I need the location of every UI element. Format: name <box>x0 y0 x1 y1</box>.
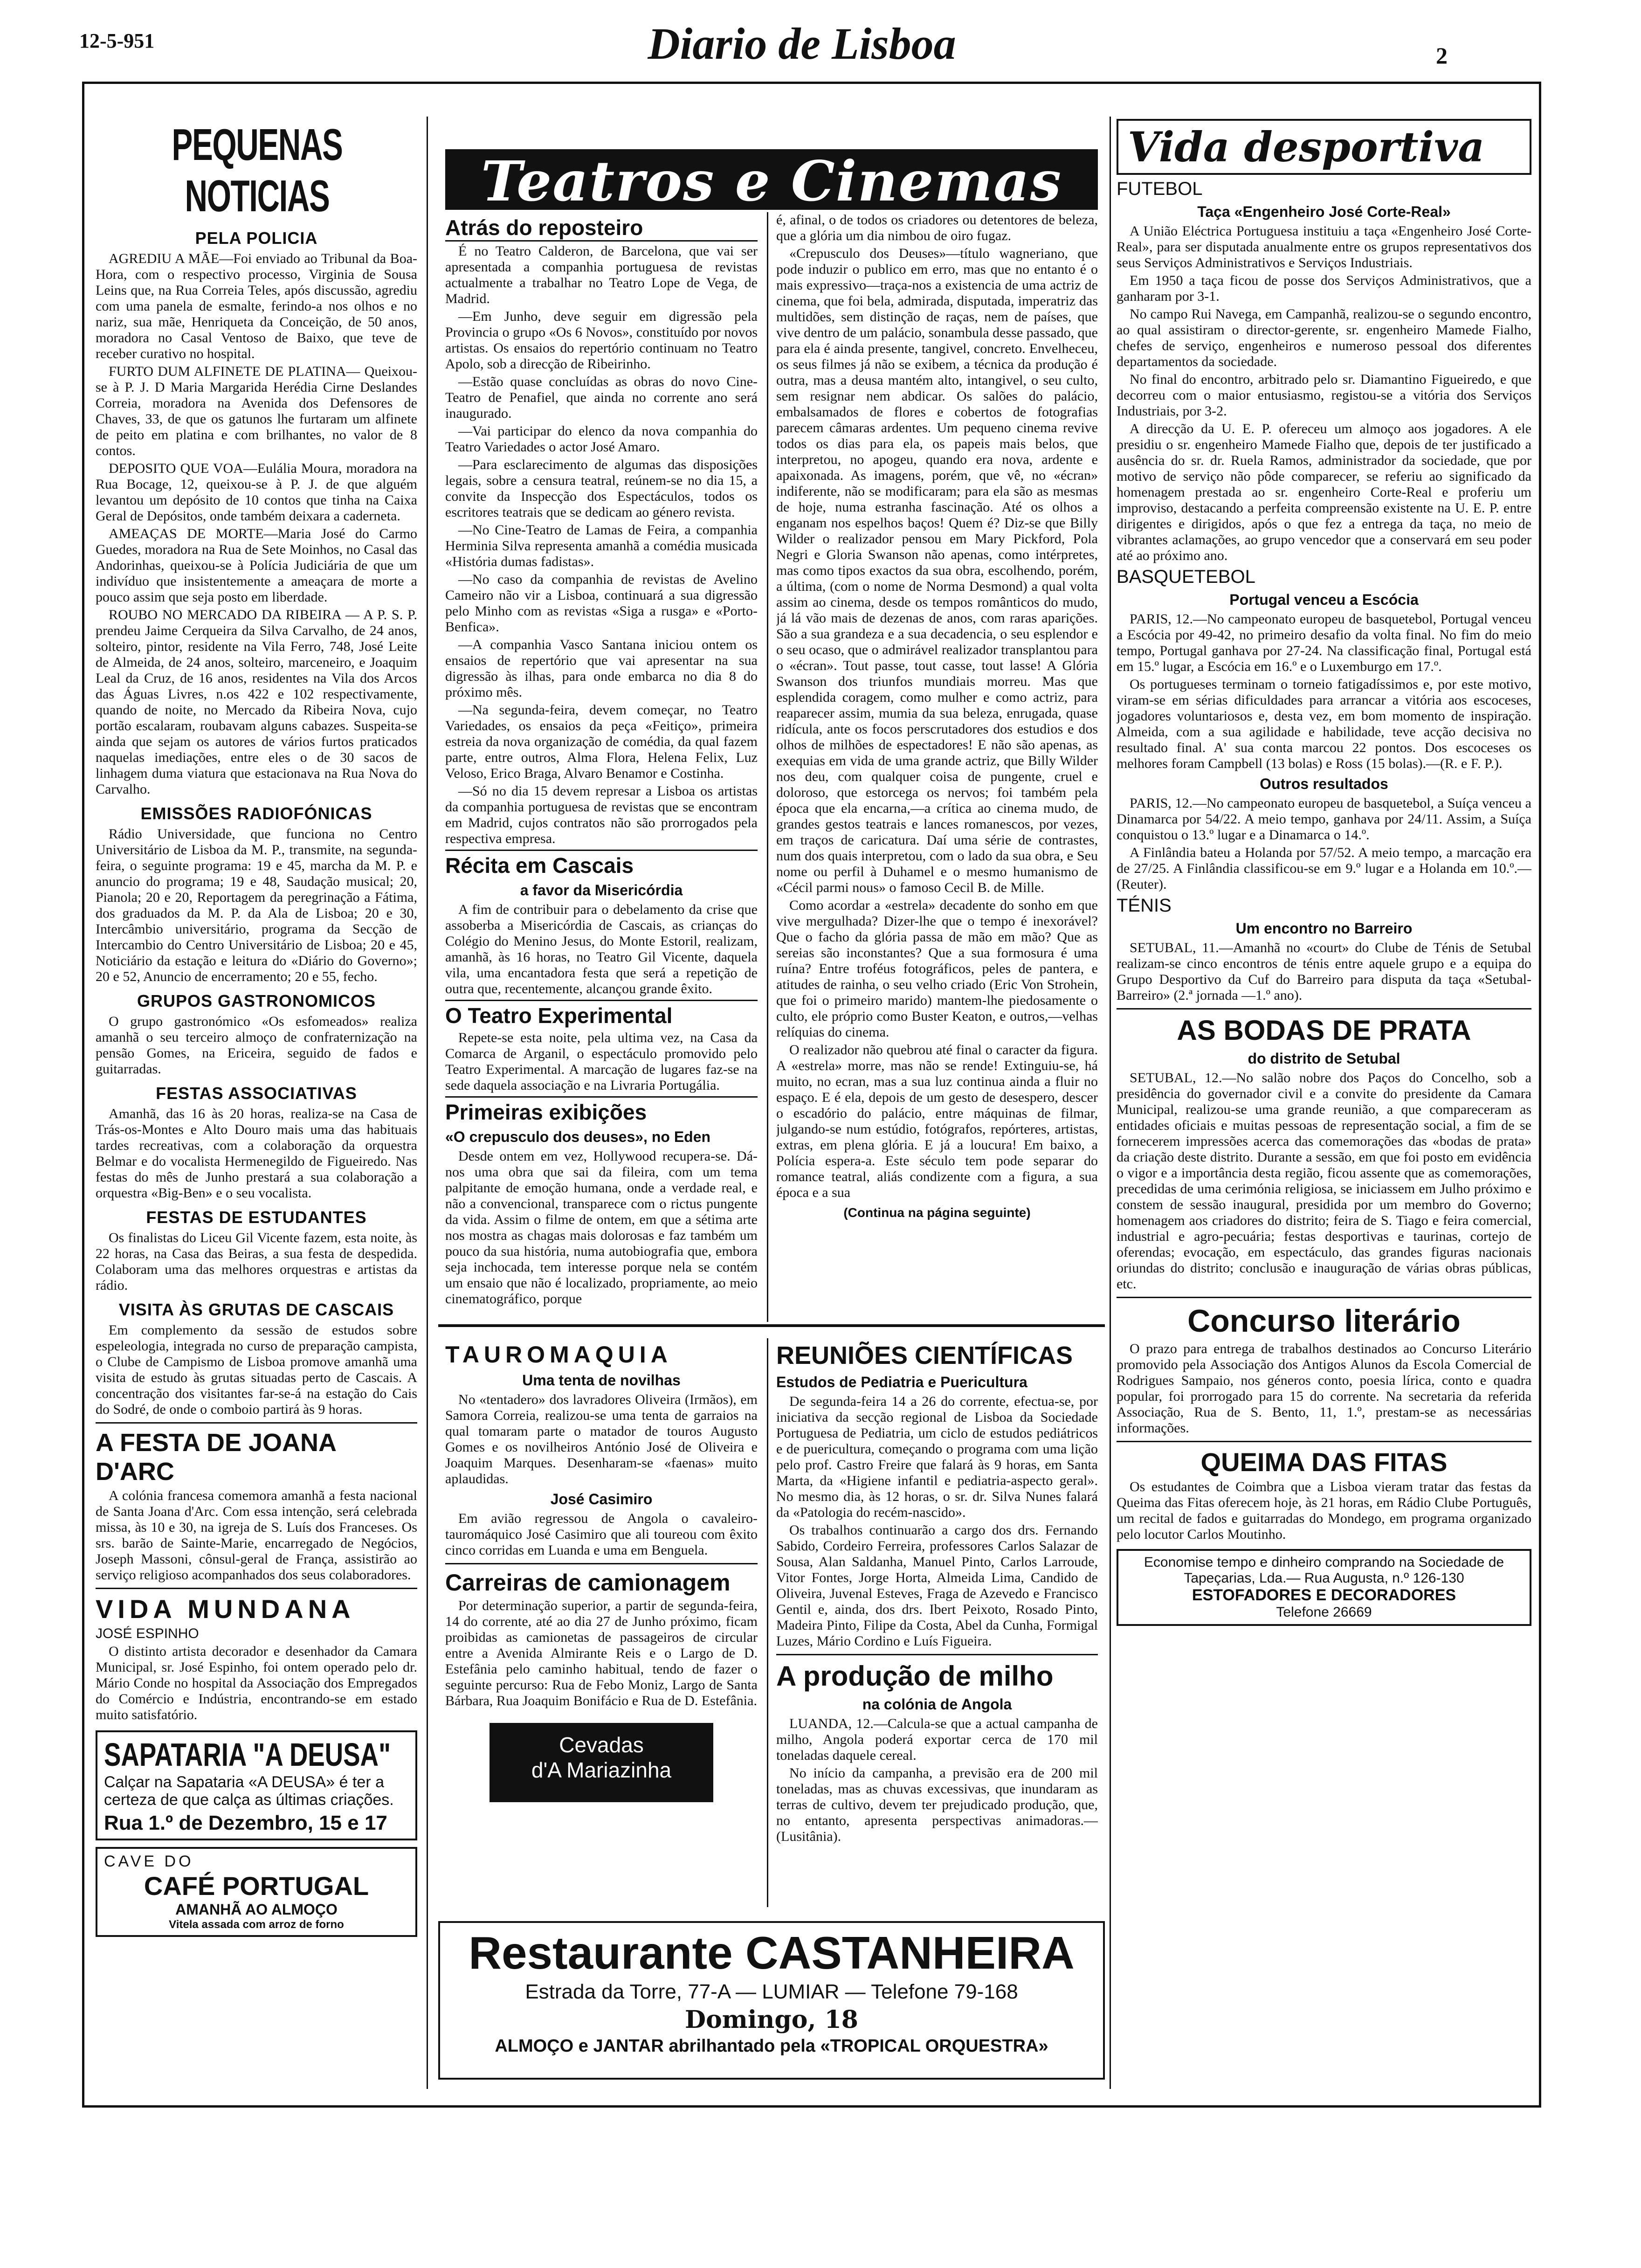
news-item: Os portugueses terminam o torneio fatigadíssimos e, por este motivo, viram-se em sérias dificuldades para arrancar a vitória aos escoceses, jogadores voluntariosos e, desta vez, em bom momento de inspiração. Almeida, com a sua agilidade e habilidade, teve acção decisiva no resultado final. A' sua conta marcou 22 pontos. Dos escoceses os melhores foram Campbell (13 bolas) e Ross (15 bolas).—(R. e F. P.). <box>1117 677 1531 771</box>
news-item: No final do encontro, arbitrado pelo sr. Diamantino Figueiredo, e que decorreu com o maior entusiasmo, registou-se a vitória dos Serviços Industriais, por 3-2. <box>1117 372 1531 419</box>
column-divider <box>427 117 428 2089</box>
news-item: O grupo gastronómico «Os esfomeados» realiza amanhã o seu terceiro almoço de confraternização na pensão Gomes, na Ericeira, seguido de fados e guitarradas. <box>96 1014 417 1077</box>
sapataria-ad-address: Rua 1.º de Dezembro, 15 e 17 <box>104 1812 387 1834</box>
news-item: SETUBAL, 12.—No salão nobre dos Paços do Concelho, sob a presidência do governador civil e a convite do presidente da Camara Municipal, realizou-se uma grande reunião, a que compareceram as entidades oficiais e muitas pessoas de representação social, a fim de se fornecerem impressões acerca das comemorações das «bodas de prata» da criação deste distrito. Durante a sessão, em que foi posto em evidência o vigor e a importância desta região, ficou assente que as comemorações, precedidas de uma cerimónia religiosa, se iniciassem em Julho próximo e constem de sessão inaugural, presidida por um membro do Governo; homenagem aos criadores do distrito; feira de S. Tiago e feira comercial, industrial e agro-pecuária; festas desportivas e taurinas, cortejo de oferendas; evocação, em espectáculo, das grandes figuras nacionais oriundas do distrito; conclusão e inauguração de várias obras públicas, etc. <box>1117 1070 1531 1292</box>
news-item: Os finalistas do Liceu Gil Vicente fazem, esta noite, às 22 horas, na Casa das Beiras, a sua festa de despedida. Colaboram uma das melhores orquestras e artistas da rádio. <box>96 1230 417 1293</box>
news-item: DEPOSITO QUE VOA—Eulália Moura, moradora na Rua Bocage, 12, queixou-se à P. J. de que alguém levantou um depósito de 10 contos que tinha na Caixa Geral de Depósitos, onde também deixara a caderneta. <box>96 461 417 524</box>
column-divider <box>1110 117 1111 2089</box>
cafe-portugal-ad <box>96 1847 417 1937</box>
news-item: —No Cine-Teatro de Lamas de Feira, a companhia Herminia Silva representa amanhã a comédia musicada «História dumas fadistas». <box>445 522 758 569</box>
bodas-subhead: do distrito de Setubal <box>1248 1050 1400 1067</box>
column-pequenas-noticias <box>96 117 417 2084</box>
news-item: SETUBAL, 11.—Amanhã no «court» do Clube de Ténis de Setubal realizam-se cinco encontros de ténis entre aquele grupo e a equipa do Grupo Desportivo da Cuf do Barreiro para disputa da taça «Setubal-Barreiro» (2.ª jornada —1.º ano). <box>1117 940 1531 1003</box>
casimiro-subhead: José Casimiro <box>550 1491 653 1507</box>
sapataria-ad-text: Calçar na Sapataria «A DEUSA» é ter a certeza de que calça as últimas criações. <box>104 1773 394 1809</box>
news-item: Repete-se esta noite, pela ultima vez, na Casa da Comarca de Arganil, o espectáculo promovido pelo Teatro Experimental. A marcação de lugares faz-se na sede daquela associação e na Livraria Portugália. <box>445 1030 758 1093</box>
milho-heading: A produção de milho <box>776 1660 1054 1692</box>
news-item: A direcção da U. E. P. ofereceu um almoço aos jogadores. A ele presidiu o sr. engenheiro Mamede Fialho que, depois de ter justificado a ausência do sr. dr. Ruela Ramos, administrador da sociedade, que por motivo de serviço não pôde comparecer, se referiu ao significado da homenagem prestada ao sr. engenheiro Corte-Real e proferiu um improviso, destacando a perfeita compreensão existente na U. E. P. entre dirigentes e dirigidos, após o que fez a entrega da taça, no meio de vibrantes aclamações, ao grupo vencedor que a conservará em seu poder até ao próximo ano. <box>1117 421 1531 563</box>
sapataria-ad-title: SAPATARIA "A DEUSA" <box>104 1736 391 1773</box>
news-item: —Para esclarecimento de algumas das disposições legais, sobre a censura teatral, reúnem-se no dia 15, a convite da Inspecção dos Espectáculos, todos os escritores teatrais que se dedicam ao género revista. <box>445 457 758 520</box>
news-item: ROUBO NO MERCADO DA RIBEIRA — A P. S. P. prendeu Jaime Cerqueira da Silva Carvalho, de 24 anos, solteiro, pintor, residente na Vila Ferro, 748, José Leite de Almeida, de 24 anos, solteiro, marceneiro, e Joaquim Leal da Cruz, de 16 anos, residentes na Vila dos Arcos das Águas Livres, n.os 422 e 102 respectivamente, quando de noite, no Mercado da Ribeira Nova, cujo portão escalaram, roubavam alguns cabazes. Suspeita-se ainda que sejam os autores de vários furtos praticados naquelas imediações, entre eles o de 30 sacos de linhagem duma viatura que estacionava na Rua Nova do Carvalho. <box>96 607 417 797</box>
castanheira-address: Estrada da Torre, 77-A — LUMIAR — Telefone 79-168 <box>525 1980 1018 2003</box>
newspaper-title: Diario de Lisboa <box>648 19 956 69</box>
taca-subhead: Taça «Engenheiro José Corte-Real» <box>1197 203 1451 220</box>
news-item: Por determinação superior, a partir de segunda-feira, 14 do corrente, até ao dia 27 de Junho próximo, ficam proibidas as camionetas de passageiros de circular entre a Avenida Almirante Reis e o Largo de D. Estefânia pelo caminho habitual, tendo de fazer o seguinte percurso: Rua de Febo Moniz, Largo de Santa Bárbara, Rua Joaquim Bonifácio e Rua de D. Estefânia. <box>445 1598 758 1708</box>
news-item: No «tentadero» dos lavradores Oliveira (Irmãos), em Samora Correia, realizou-se uma tenta de garraios na qual tomaram parte o matador de touros Augusto Gomes e os novilheiros António José de Oliveira e Joaquim Marques. Desenharam-se «faenas» muito aplaudidas. <box>445 1392 758 1487</box>
cafe-ad-line: AMANHÃ AO ALMOÇO <box>175 1901 338 1918</box>
barreiro-subhead: Um encontro no Barreiro <box>1235 920 1413 937</box>
news-item: No início da campanha, a previsão era de 200 mil toneladas, mas as chuvas excessivas, que inundaram as terras de cultivo, devem ter prejudicado produção, que, no entanto, apresenta perspectivas animadoras.—(Lusitânia). <box>776 1765 1098 1844</box>
news-item: No campo Rui Navega, em Campanhã, realizou-se o segundo encontro, ao qual assistiram o director-gerente, sr. engenheiro Mamede Fialho, chefes de serviço, engenheiros e numeroso pessoal dos diferentes departamentos da sociedade. <box>1117 306 1531 369</box>
vida-desportiva-column <box>1117 119 1531 2087</box>
teatros-column-1 <box>445 212 758 1322</box>
news-item: A colónia francesa comemora amanhã a festa nacional de Santa Joana d'Arc. Com essa intenção, será celebrada missa, às 10 e 30, na igreja de S. Luís dos Franceses. Os srs. barão de Sainte-Marie, encarregado de Negócios, Joseph Massoni, cônsul-geral de França, assistirão ao serviço religioso acompanhados dos seus colaboradores. <box>96 1488 417 1583</box>
radio-heading: EMISSÕES RADIOFÓNICAS <box>140 804 372 823</box>
news-item: A Finlândia bateu a Holanda por 57/52. A meio tempo, a marcação era de 27/25. A Finlândia classificou-se em 9.º lugar e a Holanda em 10.º.—(Reuter). <box>1117 845 1531 892</box>
teatros-banner <box>445 149 1098 210</box>
news-item: —Na segunda-feira, devem começar, no Teatro Variedades, os ensaios da peça «Feitiço», primeira estreia da nova organização de comédia, da qual fazem parte, entre outros, Alma Flora, Helena Felix, Luz Veloso, Erico Braga, Alvaro Benamor e Costinha. <box>445 702 758 781</box>
news-item: Em 1950 a taça ficou de posse dos Serviços Administrativos, que a ganharam por 3-1. <box>1117 273 1531 304</box>
cafe-ad-line: CAVE DO <box>104 1853 194 1870</box>
castanheira-meal: ALMOÇO e JANTAR abrilhantado pela «TROPICAL ORQUESTRA» <box>495 2036 1048 2056</box>
tapecarias-ad <box>1117 1549 1531 1626</box>
news-item: LUANDA, 12.—Calcula-se que a actual campanha de milho, Angola poderá exportar cerca de 170 mil toneladas daquele cereal. <box>776 1716 1098 1763</box>
news-item: AMEAÇAS DE MORTE—Maria José do Carmo Guedes, moradora na Rua de Sete Moinhos, no Casal das Andorinhas, queixou-se à Polícia Judiciária de que um indivíduo que insistentemente a ameaçara de morte a pouco assim que seja posto em liberdade. <box>96 526 417 605</box>
divider <box>776 1654 1098 1655</box>
tapecarias-ad-line: ESTOFADORES E DECORADORES <box>1192 1586 1456 1604</box>
escocia-subhead: Portugal venceu a Escócia <box>1229 591 1419 608</box>
divider <box>1117 1441 1531 1442</box>
divider <box>1117 1008 1531 1010</box>
tenta-subhead: Uma tenta de novilhas <box>522 1372 681 1389</box>
news-item: Como acordar a «estrela» decadente do sonho em que vive mergulhada? Dizer-lhe que o tempo é inexorável? Que o facho da glória passa de mão em mão? Que as sereias são inconstantes? Que a sua formosura é uma ruína? Entre troféus fotográficos, peles de pantera, e atitudes de rainha, o seu velho criado (Eric Von Strohein, que foi o primeiro marido) mantem-lhe piedosamente o culto, ele próprio como Buster Keaton, e outros,—velhas relíquias do cinema. <box>776 898 1098 1040</box>
news-item: Desde ontem em vez, Hollywood recupera-se. Dá-nos uma obra que sai da fileira, com um tema palpitante de emoção humana, onde a verdade real, e não a convencional, transparece com o rictus pungente da vida. Assim o filme de ontem, em que a sétima arte nos mostra as chagas mais dolorosas e faz também um pouco da sua história, numa autobiografia que, embora seja inchocada, tem interesse porque nela se contém um ensaio que não é localizado, propriamente, ao meio cinematográfico, porque <box>445 1148 758 1307</box>
estudantes-heading: FESTAS DE ESTUDANTES <box>146 1208 367 1227</box>
pequenas-noticias-title: PEQUENAS NOTICIAS <box>172 120 343 221</box>
gastronomic-heading: GRUPOS GASTRONOMICOS <box>137 991 376 1010</box>
continued-note: (Continua na página seguinte) <box>843 1205 1031 1220</box>
cevadas-ad-line: d'A Mariazinha <box>531 1758 672 1782</box>
concurso-heading: Concurso literário <box>1187 1303 1461 1339</box>
futebol-heading: FUTEBOL <box>1117 179 1203 199</box>
news-item: Os trabalhos continuarão a cargo dos drs. Fernando Sabido, Cordeiro Ferreira, professores Carlos Salazar de Sousa, Alan Saldanha, Manuel Pinto, Carlos Larroude, Vitor Fontes, Jorge Horta, Almeida Lima, Candido de Oliveira, Juvenal Esteves, Fraga de Azevedo e Francisco Gentil e, ainda, dos drs. Ibert Peixoto, Rosado Pinto, Madeira Pinto, Filipe da Costa, Abel da Cunha, Formigal Luzes, Mário Cordino e Luís Figueira. <box>776 1522 1098 1649</box>
divider <box>1117 1297 1531 1298</box>
issue-date: 12-5-951 <box>79 29 155 52</box>
milho-subhead: na colónia de Angola <box>862 1696 1012 1713</box>
news-item: Os estudantes de Coimbra que a Lisboa vieram tratar das festas da Queima das Fitas oferecem hoje, às 21 horas, em Rádio Clube Português, um recital de fados e guitarradas do Mondego, em programa organizado pelo locutor Carlos Moutinho. <box>1117 1479 1531 1542</box>
vida-mundana-heading: VIDA MUNDANA <box>96 1594 355 1624</box>
pela-policia-heading: PELA POLICIA <box>195 228 318 248</box>
section-divider <box>438 1324 1105 1327</box>
cafe-ad-line: Vitela assada com arroz de forno <box>169 1918 344 1931</box>
tapecarias-ad-line: Economise tempo e dinheiro comprando na Sociedade de Tapeçarias, Lda.— Rua Augusta, n.º 126-130 <box>1144 1555 1504 1586</box>
crepusculo-subhead: «O crepusculo dos deuses», no Eden <box>445 1128 711 1145</box>
news-item: O realizador não quebrou até final o caracter da figura. A «estrela» morre, mas não se rende! Extinguiu-se, há muito, no ecran, mas a sua luz continua ainda a fluir no espaço. E é ela, depois de um gesto de desespero, descer o escadório do palácio, entre máquinas de filmar, julgando-se num estúdio, fotógrafos, repórteres, artistas, extras, em plena glória. E já a loucura! Em baixo, a Polícia espera-a. Este século tem pode separar do romance teatral, aliás condizente com a figura, a sua época e a sua <box>776 1042 1098 1200</box>
joana-darc-heading: A FESTA DE JOANA D'ARC <box>96 1429 336 1486</box>
news-item: PARIS, 12.—No campeonato europeu de basquetebol, a Suíça venceu a Dinamarca por 54/22. A meio tempo, ganhava por 24/11. Assim, a Suíça conquistou o 13.º lugar e a Dinamarca o 14.º. <box>1117 795 1531 843</box>
festas-heading: FESTAS ASSOCIATIVAS <box>156 1084 357 1103</box>
news-item: FURTO DUM ALFINETE DE PLATINA— Queixou-se à P. J. D Maria Margarida Herédia Cirne Deslandes Correia, moradora na Avenida dos Defensores de Chaves, 33, de que os gatunos lhe furtaram um alfinete de peito em platina e com brilhantes, no valor de 8 contos. <box>96 364 417 458</box>
column-divider <box>767 1338 768 1907</box>
news-item: —Só no dia 15 devem represar a Lisboa os artistas da companhia portuguesa de revistas que se encontram em Madrid, cujos contratos não são prorrogados pela respectiva empresa. <box>445 783 758 846</box>
cafe-ad-name: CAFÉ PORTUGAL <box>144 1871 369 1901</box>
news-item: A fim de contribuir para o debelamento da crise que assoberba a Misericórdia de Cascais, as crianças do Colégio do Menino Jesus, do Monte Estoril, realizam, amanhã, às 16 horas, no Teatro Gil Vicente, daquela vila, uma encantadora festa que será a repetição de outra que, recentemente, alcançou grande êxito. <box>445 902 758 996</box>
news-item: PARIS, 12.—No campeonato europeu de basquetebol, Portugal venceu a Escócia por 49-42, no primeiro desafio da volta final. No fim do meio tempo, Portugal ganhava por 27-24. Na classificação final, Portugal está em 15.º lugar, a Escócia em 16.º e o Luxemburgo em 17.º. <box>1117 611 1531 674</box>
pediatria-subhead: Estudos de Pediatria e Puericultura <box>776 1374 1027 1390</box>
news-item: A União Eléctrica Portuguesa instituiu a taça «Engenheiro José Corte-Real», para ser disputada anualmente entre os grupos representativos dos seus Serviços Administrativos e Serviços Industriais. <box>1117 223 1531 270</box>
news-item: —Vai participar do elenco da nova companhia do Teatro Variedades o actor José Amaro. <box>445 423 758 455</box>
grutas-heading: VISITA ÀS GRUTAS DE CASCAIS <box>118 1300 394 1319</box>
camionagem-heading: Carreiras de camionagem <box>445 1570 731 1596</box>
news-item: Em complemento da sessão de estudos sobre espeleologia, integrada no curso de preparação campista, o Clube de Campismo de Lisboa promove amanhã uma visita de estudo às grutas situadas perto de Cascais. A concentração dos visitantes far-se-á na estação do Cais do Sodré, de onde o comboio partirá às 9 horas. <box>96 1322 417 1417</box>
reunioes-heading: REUNIÕES CIENTÍFICAS <box>776 1341 1073 1369</box>
recita-subhead: a favor da Misericórdia <box>520 882 683 899</box>
reunioes-column <box>776 1338 1098 1935</box>
cevadas-ad <box>490 1723 713 1802</box>
page-number: 2 <box>1436 42 1448 69</box>
queima-fitas-heading: QUEIMA DAS FITAS <box>1200 1447 1448 1477</box>
news-item: AGREDIU A MÃE—Foi enviado ao Tribunal da Boa-Hora, com o respectivo processo, Virginia de Sousa Leins que, na Rua Correia Teles, após discussão, agrediu com uma panela de esmalte, ferindo-a nos olhos e no nariz, sua mãe, Henriqueta da Conceição, de 50 anos, moradora no Casal Ventoso de Baixo, que teve de receber curativo no hospital. <box>96 251 417 361</box>
basquetebol-heading: BASQUETEBOL <box>1117 567 1255 587</box>
tauromaquia-heading: TAUROMAQUIA <box>445 1341 672 1368</box>
castanheira-day: Domingo, 18 <box>685 2005 858 2034</box>
vida-mundana-subhead: JOSÉ ESPINHO <box>96 1626 199 1641</box>
vida-desportiva-title: Vida desportiva <box>1117 119 1531 175</box>
news-item: O distinto artista decorador e desenhador da Camara Municipal, sr. José Espinho, foi ontem operado pelo dr. Mário Conde no hospital da Associação dos Empregados do Comércio e Indústria, encontrando-se em estado muito satisfatório. <box>96 1644 417 1722</box>
divider <box>445 1563 758 1564</box>
news-item: —Estão quase concluídas as obras do novo Cine-Teatro de Penafiel, que ainda no corrente ano será inaugurado. <box>445 374 758 421</box>
recita-heading: Récita em Cascais <box>445 850 758 878</box>
news-item: —Em Junho, deve seguir em digressão pela Provincia o grupo «Os 6 Novos», constituído por novos artistas. Os ensaios do repertório continuam no Teatro Apolo, sob a direcção de Ribeirinho. <box>445 309 758 372</box>
outros-subhead: Outros resultados <box>1260 775 1388 792</box>
castanheira-name: Restaurante CASTANHEIRA <box>469 1927 1075 1978</box>
divider <box>96 1422 417 1424</box>
teatros-banner-text: Teatros e Cinemas <box>481 149 1062 210</box>
tenis-heading: TÉNIS <box>1117 895 1172 916</box>
news-item: De segunda-feira 14 a 26 do corrente, efectua-se, por iniciativa da secção regional de Lisboa da Sociedade Portuguesa de Pediatria, um ciclo de estudos pediátricos e de puericultura, começando o programa com uma lição pelo prof. Castro Freire que falará às 9 horas, em Santa Marta, da «Higiene infantil e pediatria-aspecto geral». No mesmo dia, às 12 horas, o sr. dr. Silva Nunes falará da «Patologia do recém-nascido». <box>776 1394 1098 1520</box>
sapataria-ad <box>96 1730 417 1840</box>
news-item: —A companhia Vasco Santana iniciou ontem os ensaios de repertório que vai apresentar na sua digressão às ilhas, para onde embarca no dia 8 do próximo mês. <box>445 637 758 700</box>
news-item: «Crepusculo dos Deuses»—título wagneriano, que pode induzir o publico em erro, mas que no entanto é o mais expressivo—traça-nos a existencia de uma actriz de cinema, que foi bela, admirada, disputada, imperatriz das multidões, sem distinção de raças, nem de países, que vive dentro de um palácio, sonambula desse passado, que para ela é ainda presente, tangivel, concreto. Envelheceu, os seus filmes já não se exibem, a técnica da produção é outra, mas a deusa mantém alto, intangivel, o seu culto, sem resignar nem abdicar. Os salões do palácio, embalsamados de flores e cobertos de fotografias parecem câmaras ardentes. Um pequeno cinema revive todos os dias para ela, os papeis mais belos, que interpretou, no apogeu, quando era nova, ardente e apaixonada. As imagens, porém, que vê, no «écran» indiferente, não se modificaram; para ela são as mesmas de hoje, numa estranha fascinação. Até os olhos a enganam nos espelhos baços! Quem é? Diz-se que Billy Wilder o realizador pensou em Mary Pickford, Pola Negri e Gloria Swanson não apenas, como intérpretes, mas como tipos exactos da sua obra, escolhendo, porém, a última, (com o nome de Norma Desmond) a qual volta assim ao cinema, desde os tempos românticos do mudo, já lá vão mais de dezenas de anos, com raras aparições. São a sua grandeza e a sua decadencia, o seu esplendor e o seu ocaso, que o admirável realizador transplantou para o «écran». Tout passe, tout casse, tout lasse! A Glória Swanson dos triunfos mundiais morreu. Mas que esplendida coragem, como mulher e como actriz, para reaparecer assim, mumia da sua beleza, enrugada, quase ridícula, ante os focos perscrutadores dos estudios e dos olhos de milhões de espectadores! E não são apenas, as exequias em vida de uma grande actriz, que Billy Wilder nos deu, com qualquer coisa de pungente, cruel e doloroso, que estorcega os nervos; foi também pela época que ela encarna,—a crítica ao cinema mudo, de grandes gestos teatrais e lances romanescos, por vezes, em traços de caricatura. Daí uma série de contrastes, num dos quais interpretou, com o lado da sua obra, e Seu nome ou perfil à Duhamel e o mesmo humanismo de «Cécil parmi nous» o famoso Cecil B. de Mille. <box>776 246 1098 895</box>
news-item: O prazo para entrega de trabalhos destinados ao Concurso Literário promovido pela Associação dos Antigos Alunos da Escola Comercial de Rodrigues Sampaio, nos géneros conto, poesia lírica, conto e quadra popular, foi prorrogado para 15 do corrente. Na secretaria da referida Associação, Rua de S. Bento, 11, 1.º, prestam-se as necessárias informações. <box>1117 1341 1531 1436</box>
tauromaquia-column <box>445 1338 758 1935</box>
teatro-experimental-heading: O Teatro Experimental <box>445 1000 758 1028</box>
divider <box>96 1588 417 1589</box>
news-item: Amanhã, das 16 às 20 horas, realiza-se na Casa de Trás-os-Montes e Alto Douro mais uma das habituais tardes recreativas, com a colaboração da orquestra Belmar e do vocalista Hermenegildo de Figueiredo. Nas festas do mês de Junho prestará a sua colaboração a orquestra «Big-Ben» e o seu vocalista. <box>96 1106 417 1201</box>
news-item: É no Teatro Calderon, de Barcelona, que vai ser apresentada a companhia portuguesa de revistas actualmente a trabalhar no Teatro Lope de Vega, de Madrid. <box>445 243 758 306</box>
column-divider <box>767 212 768 1322</box>
bodas-heading: AS BODAS DE PRATA <box>1177 1015 1471 1046</box>
masthead <box>0 0 1641 79</box>
news-item: Rádio Universidade, que funciona no Centro Universitário de Lisboa da M. P., transmite, na segunda-feira, o seguinte programa: 19 e 45, marcha da M. P. e anuncio do programa; 19 e 48, Saudação musical; 20, Pianola; 20 e 20, Reportagem da peregrinação a Fátima, dos graduados da M. P. da Ala de Lisboa; 20 e 30, Intercâmbio universitário, programa da Secção de Intercambio do Centro Universitário de Lisboa; 20 e 45, Noticiário da estação e leitura do «Diário do Governo»; 20 e 52, Anuncio de encerramento; 20 e 55, fecho. <box>96 826 417 984</box>
castanheira-ad <box>438 1921 1105 2080</box>
tapecarias-ad-line: Telefone 26669 <box>1276 1604 1372 1620</box>
primeiras-exibicoes-heading: Primeiras exibições <box>445 1096 758 1125</box>
reposteiro-heading: Atrás do reposteiro <box>445 215 758 242</box>
news-item: Em avião regressou de Angola o cavaleiro-tauromáquico José Casimiro que ali toureou com êxito cinco corridas em Luanda e uma em Benguela. <box>445 1511 758 1558</box>
news-item: —No caso da companhia de revistas de Avelino Cameiro não vir a Lisboa, continuará a sua digressão pelo Minho com as revistas «Siga a rusga» e «Porto-Benfica». <box>445 572 758 635</box>
cevadas-ad-line: Cevadas <box>559 1733 644 1757</box>
teatros-column-2 <box>776 212 1098 1322</box>
news-item: é, afinal, o de todos os criadores ou detentores de beleza, que a glória um dia nimbou de oiro fugaz. <box>776 212 1098 243</box>
